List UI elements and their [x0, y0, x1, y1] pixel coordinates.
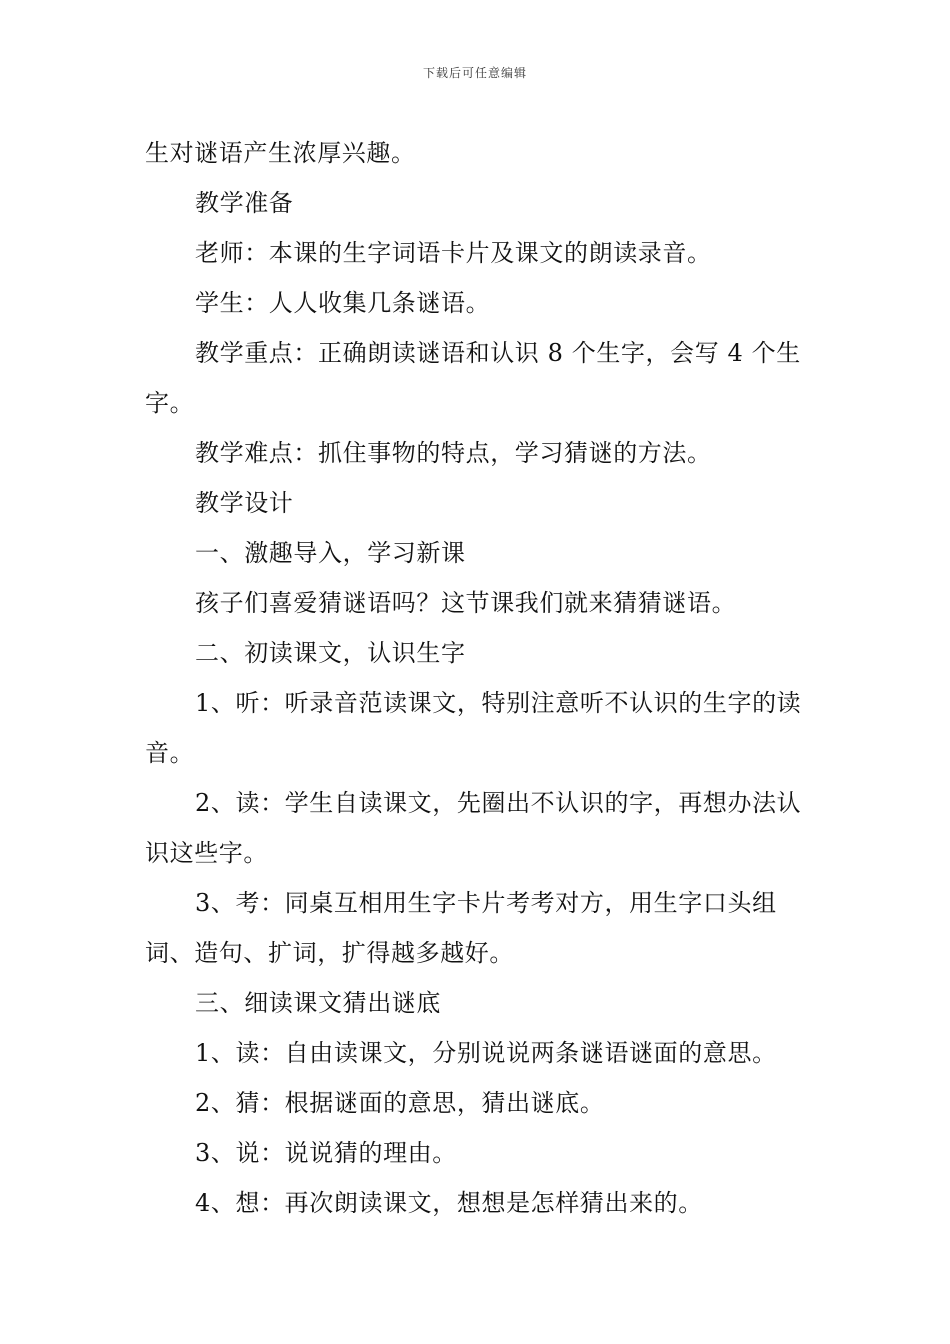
heading-teaching-design: 教学设计 — [195, 489, 294, 517]
page-header: 下载后可任意编辑 — [422, 66, 527, 80]
list-item-test: 3、考：同桌互相用生字卡片考考对方，用生字口头组词、造句、扩词，扩得越多越好。 — [145, 889, 777, 967]
paragraph-student-materials: 学生：人人收集几条谜语。 — [195, 289, 491, 317]
list-item-explain: 3、说：说说猜的理由。 — [195, 1139, 457, 1167]
list-item-think: 4、想：再次朗读课文，想想是怎样猜出来的。 — [195, 1189, 703, 1217]
paragraph-key-points: 教学重点：正确朗读谜语和认识 8 个生字，会写 4 个生字。 — [145, 339, 801, 417]
list-item-read-freely: 1、读：自由读课文，分别说说两条谜语谜面的意思。 — [195, 1039, 777, 1067]
document-body — [145, 128, 810, 1228]
list-item-read: 2、读：学生自读课文，先圈出不认识的字，再想办法认识这些字。 — [145, 789, 802, 867]
paragraph-introduction: 孩子们喜爱猜谜语吗？这节课我们就来猜猜谜语。 — [195, 589, 737, 617]
heading-teaching-preparation: 教学准备 — [195, 189, 294, 217]
paragraph-difficulties: 教学难点：抓住事物的特点，学习猜谜的方法。 — [195, 439, 712, 467]
list-item-guess: 2、猜：根据谜面的意思，猜出谜底。 — [195, 1089, 605, 1117]
section-heading-3: 三、细读课文猜出谜底 — [195, 989, 441, 1017]
section-heading-2: 二、初读课文，认识生字 — [195, 639, 466, 667]
paragraph-continuation: 生对谜语产生浓厚兴趣。 — [145, 139, 416, 167]
paragraph-teacher-materials: 老师：本课的生字词语卡片及课文的朗读录音。 — [195, 239, 712, 267]
section-heading-1: 一、激趣导入，学习新课 — [195, 539, 466, 567]
list-item-listen: 1、听：听录音范读课文，特别注意听不认识的生字的读音。 — [145, 689, 802, 767]
